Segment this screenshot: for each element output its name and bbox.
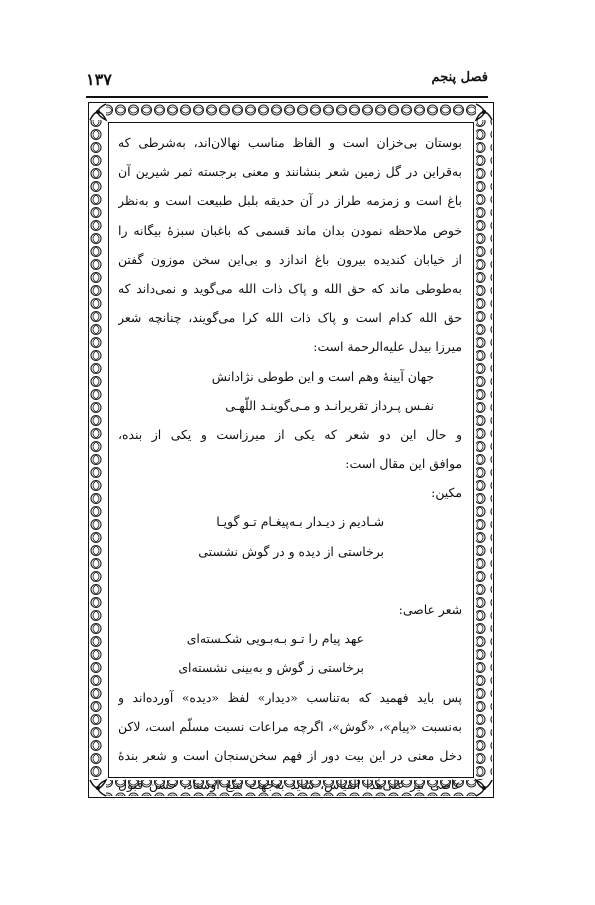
blank-line [118, 566, 462, 595]
text-line: میرزا بیدل علیه‌الرحمة است: [313, 339, 462, 355]
verse-line: برخاستی از دیده و در گوش نشستی [198, 543, 384, 559]
text-line: مکین: [431, 485, 462, 501]
text-line: حق الله کدام است و پاک ذات الله کرا می‌گویند، چنانچه شعر [118, 310, 462, 326]
text-line: بوستان بی‌خزان است و الفاظ مناسب نهالان‌اند، به‌شرطی که [118, 135, 462, 150]
text-line: دخل معنی در این بیت دور از فهم سخن‌سنجان است و شعر بندهٔ [118, 747, 462, 763]
verse-line: عهد پیام را تـو بـه‌بـویی شکـسته‌ای [186, 631, 364, 647]
verse-line: نفـس پـرداز تقریرانـد و مـی‌گوینـد اللّهـی [225, 397, 434, 413]
text-line: به‌قراین در گل زمین شعر بنشانند و معنی برجسته ثمر شیرین آن [118, 164, 462, 180]
text-line: باغ است و زمزمه طراز در آن حدیقه بلبل طبیعت است و به‌نظر [118, 193, 462, 209]
header-rule [86, 96, 488, 98]
verse-line: شـادیم ز دیـدار بـه‌پیغـام تـو گویـا [216, 514, 384, 530]
text-line: و حال این دو شعر که یکی از میرزاست و یکی از بنده، [118, 426, 462, 442]
text-line: خوص ملاحظه نمودن بدان ماند قسمی که باغبان سبزهٔ بیگانه را [118, 222, 462, 238]
text-line: به‌نسبت «پیام»، «گوش»، اگرچه مراعات نسبت مسلّم است، لاکن [118, 718, 462, 734]
verse-line: برخاستی ز گوش و به‌بینی نشسته‌ای [178, 660, 364, 676]
text-line: عاصی نیز علی‌هٰذا القیاس، شاید به‌جهت تتبّع اوستاد، حسن قبول [118, 777, 462, 793]
page-body [118, 128, 462, 793]
text-line: از خیابان کندیده بیرون باغ اندازد و بی‌این سخن موزون گفتن [118, 251, 462, 267]
text-line: پس باید فهمید که به‌تناسب «دیدار» لفظ «دیده» آورده‌اند و [118, 689, 462, 705]
chapter-title: فصل پنجم [431, 70, 488, 85]
page-number: ۱۳۷ [86, 70, 112, 89]
verse-line: جهان آیینهٔ وهم است و این طوطی نژادانش [211, 368, 434, 384]
text-line: به‌طوطی ماند که حق الله و پاک ذات الله می‌گوید و نمی‌داند که [118, 280, 462, 296]
page-header [86, 70, 488, 94]
text-line: موافق این مقال است: [345, 456, 462, 472]
text-line: شعر عاصی: [398, 602, 462, 617]
